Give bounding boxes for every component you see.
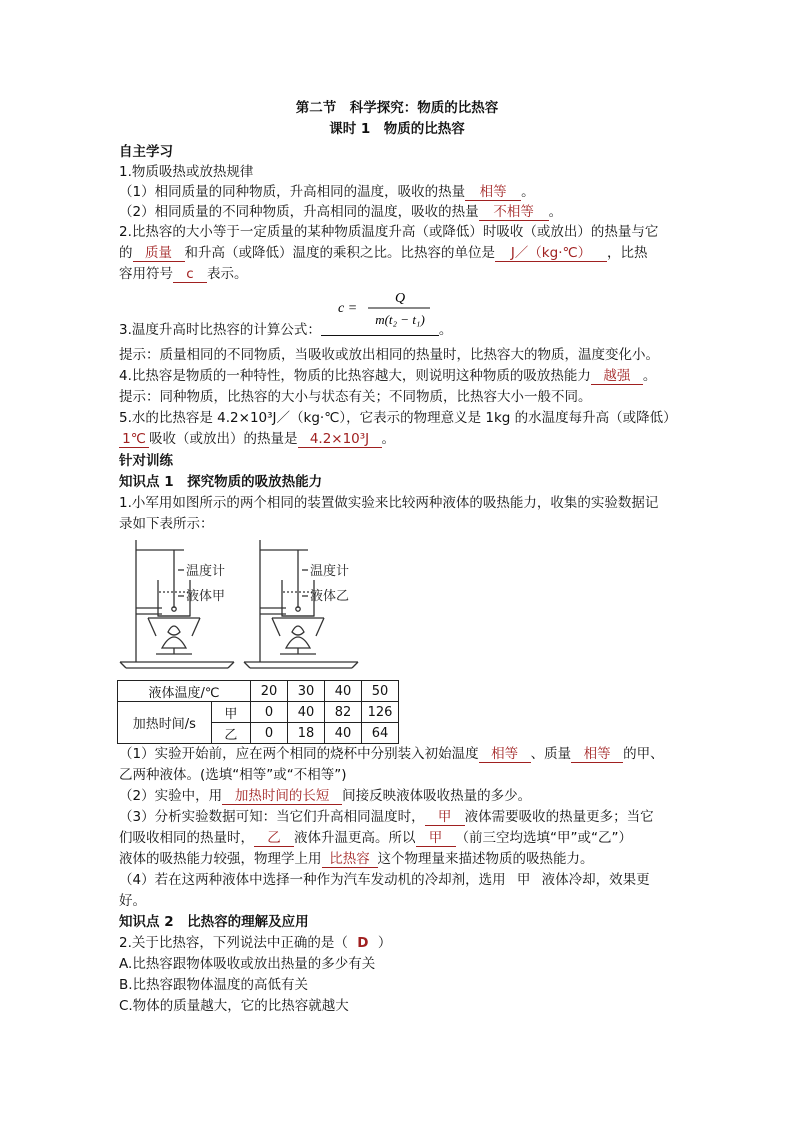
section-self-study: 自主学习	[119, 144, 173, 160]
t1-part1-answer1: 相等	[479, 746, 531, 763]
table-cell: 0	[251, 723, 288, 744]
q3-line: 3.温度升高时比热容的计算公式： 。	[119, 322, 453, 338]
t1-part3-answer1: 甲	[425, 809, 465, 826]
q2-line2: 的 质量 和升高（或降低）温度的乘积之比。比热容的单位是 J／（kg·℃） ，比热	[119, 245, 648, 261]
table-cell: 126	[362, 702, 399, 723]
q1-part1: （1）相同质量的同种物质，升高相同的温度，吸收的热量 相等 。	[119, 184, 535, 200]
label-thermometer-b: 温度计	[310, 564, 350, 579]
t1-part2: （2）实验中，用 加热时间的长短 间接反映液体吸收热量的多少。	[119, 788, 532, 804]
table-cell: 50	[362, 681, 399, 702]
q5-line1: 5.水的比热容是 4.2×10³J／（kg·℃），它表示的物理意义是 1kg 的水温度每升高（或降低）	[119, 410, 677, 426]
q2-line3: 容用符号 c 表示。	[119, 266, 248, 282]
table-cell: 40	[325, 681, 362, 702]
page-subtitle: 课时 1 物质的比热容	[329, 121, 465, 137]
table-cell: 0	[251, 702, 288, 723]
table-row-name: 甲	[211, 702, 250, 723]
t1-line1: 1.小军用如图所示的两个相同的装置做实验来比较两种液体的吸热能力，收集的实验数据记	[119, 495, 659, 511]
table-row	[118, 681, 399, 702]
q1-part2-answer: 不相等	[479, 204, 549, 221]
q5-answer-degree: 1℃	[119, 431, 149, 448]
t1-part4-line1: （4）若在这两种液体中选择一种作为汽车发动机的冷却剂，选用 甲 液体冷却，效果更	[119, 872, 650, 888]
label-liquid-b: 液体乙	[310, 589, 350, 604]
q5-line2: 1℃ 吸收（或放出）的热量是 4.2×10³J 。	[119, 429, 689, 449]
q2-answer-mass: 质量	[133, 245, 185, 262]
q4-line: 4.比热容是物质的一种特性，物质的比热容越大，则说明这种物质的吸放热能力 越强 。	[119, 368, 657, 384]
table-row-name: 乙	[211, 723, 250, 744]
apparatus-a	[120, 540, 234, 668]
section-training: 针对训练	[119, 453, 173, 469]
t2-option-c: C.物体的质量越大，它的比热容就越大	[119, 998, 349, 1014]
q3-blank	[321, 321, 439, 336]
t1-part4-line2: 好。	[119, 893, 146, 909]
label-thermometer-a: 温度计	[186, 564, 226, 579]
t1-part3-answer4: 比热容	[322, 851, 378, 868]
table-time-label: 加热时间/s	[118, 702, 212, 744]
table-cell: 20	[251, 681, 288, 702]
t1-part1-line2: 乙两种液体。(选填“相等”或“不相等”)	[119, 767, 347, 783]
t2-answer: D	[357, 935, 369, 951]
q1-part2: （2）相同质量的不同种物质，升高相同的温度，吸收的热量 不相等 。	[119, 204, 563, 220]
data-table	[117, 680, 399, 744]
table-cell: 82	[325, 702, 362, 723]
t2-question: 2.关于比热容，下列说法中正确的是（ D ）	[119, 935, 392, 951]
t2-option-b: B.比热容跟物体温度的高低有关	[119, 977, 309, 993]
t1-line2: 录如下表所示：	[119, 516, 214, 532]
formula-lhs: c =	[338, 301, 358, 316]
knowledge-point-1: 知识点 1 探究物质的吸放热能力	[119, 474, 323, 490]
t1-part3-line3: 液体的吸热能力较强，物理学上用 比热容 这个物理量来描述物质的吸热能力。	[119, 851, 594, 867]
table-cell: 64	[362, 723, 399, 744]
t1-part3-line2: 们吸收相同的热量时， 乙 液体升温更高。所以 甲 （前三空均选填“甲”或“乙”）	[119, 830, 632, 846]
table-row	[118, 702, 399, 723]
experiment-figure	[118, 536, 368, 672]
table-cell: 40	[288, 702, 325, 723]
q2-answer-unit: J／（kg·℃）	[495, 245, 607, 262]
table-header-label: 液体温度/℃	[118, 681, 251, 702]
formula-numerator: Q	[394, 291, 406, 306]
t1-part2-answer: 加热时间的长短	[222, 788, 342, 805]
q4-answer: 越强	[591, 368, 643, 385]
q1-part1-answer: 相等	[465, 184, 521, 201]
q2-answer-symbol: c	[173, 266, 207, 283]
t1-part1-line1: （1）实验开始前，应在两个相同的烧杯中分别装入初始温度 相等 、质量 相等 的甲、	[119, 746, 664, 762]
page-title: 第二节 科学探究：物质的比热容	[295, 100, 499, 116]
table-cell: 18	[288, 723, 325, 744]
q2-line1: 2.比热容的大小等于一定质量的某种物质温度升高（或降低）时吸收（或放出）的热量与它	[119, 224, 659, 240]
q1-heading: 1.物质吸热或放热规律	[119, 164, 254, 180]
apparatus-b	[244, 540, 358, 668]
t1-part3-answer3: 甲	[416, 830, 456, 847]
formula-denominator: m(t₂ − t₁)	[375, 312, 425, 327]
q5-answer-heat: 4.2×10³J	[298, 431, 382, 448]
t1-part3-line1: （3）分析实验数据可知：当它们升高相同温度时， 甲 液体需要吸收的热量更多；当它	[119, 809, 654, 825]
hint-1: 提示：质量相同的不同物质，当吸收或放出相同的热量时，比热容大的物质，温度变化小。	[119, 347, 659, 363]
t1-part3-answer2: 乙	[254, 830, 294, 847]
label-liquid-a: 液体甲	[186, 589, 226, 604]
hint-2: 提示：同种物质，比热容的大小与状态有关；不同物质，比热容大小一般不同。	[119, 389, 592, 405]
t2-option-a: A.比热容跟物体吸收或放出热量的多少有关	[119, 956, 376, 972]
knowledge-point-2: 知识点 2 比热容的理解及应用	[119, 914, 309, 930]
table-cell: 40	[325, 723, 362, 744]
t1-part4-answer: 甲	[516, 872, 531, 888]
t1-part1-answer2: 相等	[571, 746, 623, 763]
table-cell: 30	[288, 681, 325, 702]
